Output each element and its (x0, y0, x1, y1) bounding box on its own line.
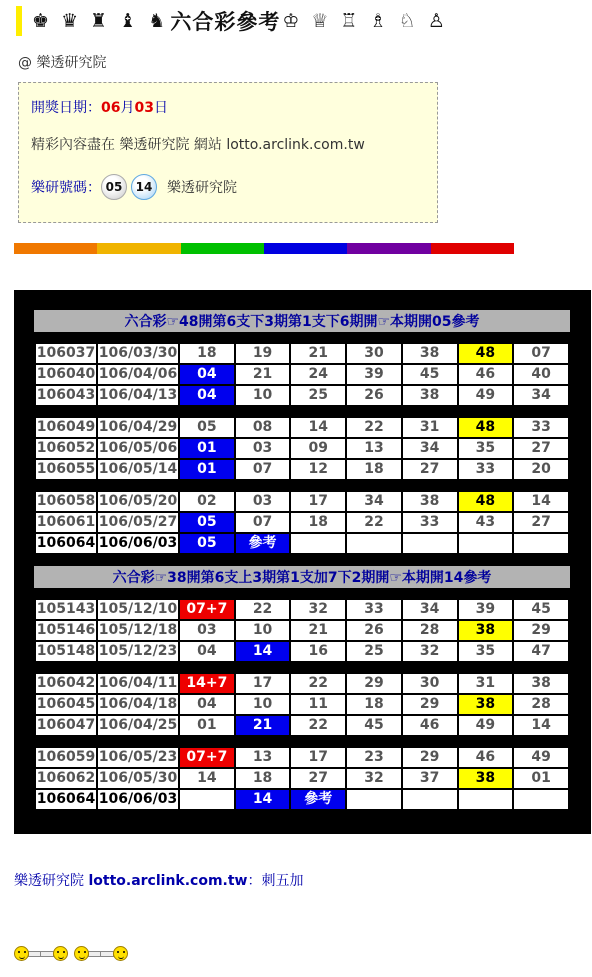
number-cell: 34 (347, 492, 401, 511)
results-table (34, 416, 570, 481)
number-cell: 22 (236, 600, 290, 619)
rainbow-segment (264, 243, 347, 254)
number-cell: 07 (236, 460, 290, 479)
draw-number-cell: 106037 (36, 345, 96, 361)
number-cell (347, 534, 401, 553)
number-cell (347, 790, 401, 809)
results-table (34, 672, 570, 737)
number-cell: 參考 (236, 534, 290, 553)
number-cell: 29 (347, 674, 401, 693)
number-cell: 23 (347, 748, 401, 767)
number-cell: 05 (180, 513, 234, 532)
number-cell: 18 (291, 513, 345, 532)
number-cell: 33 (347, 600, 401, 619)
number-cell: 45 (514, 600, 568, 619)
number-cell: 29 (514, 621, 568, 640)
number-cell: 38 (514, 674, 568, 693)
draw-date-cell: 106/06/03 (98, 791, 178, 807)
number-cell: 38 (403, 386, 457, 405)
number-cell: 10 (236, 695, 290, 714)
number-cell: 22 (347, 513, 401, 532)
draw-number-cell: 106052 (36, 440, 96, 456)
number-cell: 19 (236, 344, 290, 363)
number-cell: 22 (291, 716, 345, 735)
number-cell: 48 (459, 492, 513, 511)
number-cell: 49 (459, 386, 513, 405)
draw-date-cell: 105/12/10 (98, 601, 178, 617)
number-cell: 35 (459, 642, 513, 661)
number-cell: 33 (459, 460, 513, 479)
number-cell: 39 (347, 365, 401, 384)
number-cell: 18 (180, 344, 234, 363)
number-cell: 48 (459, 418, 513, 437)
number-cell: 07 (514, 344, 568, 363)
smiley-icon (53, 946, 68, 961)
number-cell: 32 (347, 769, 401, 788)
number-cell: 22 (347, 418, 401, 437)
number-cell (459, 790, 513, 809)
number-cell: 47 (514, 642, 568, 661)
number-cell: 11 (291, 695, 345, 714)
number-cell: 31 (403, 418, 457, 437)
number-cell: 39 (459, 600, 513, 619)
results-table (34, 490, 570, 555)
number-cell: 05 (180, 534, 234, 553)
number-cell (403, 790, 457, 809)
number-cell: 14 (236, 790, 290, 809)
table-row (36, 695, 568, 714)
number-cell: 05 (180, 418, 234, 437)
header-bar (16, 6, 448, 36)
number-cell: 34 (403, 600, 457, 619)
number-cell: 14 (514, 492, 568, 511)
draw-number-cell: 106043 (36, 387, 96, 403)
number-cell: 26 (347, 621, 401, 640)
number-cell: 04 (180, 642, 234, 661)
table-row (36, 534, 568, 553)
draw-number-cell: 105146 (36, 622, 96, 638)
draw-date-row (31, 95, 425, 121)
draw-number-cell: 106047 (36, 717, 96, 733)
number-cell: 28 (514, 695, 568, 714)
number-cell: 21 (236, 716, 290, 735)
number-cell: 17 (291, 492, 345, 511)
number-cell (291, 534, 345, 553)
number-cell: 17 (236, 674, 290, 693)
number-cell: 38 (403, 344, 457, 363)
smiley-chain-icon (14, 946, 68, 961)
number-cell: 18 (347, 695, 401, 714)
draw-date-cell: 106/05/27 (98, 514, 178, 530)
number-cell: 38 (403, 492, 457, 511)
table-row (36, 748, 568, 767)
rainbow-segment (431, 243, 514, 254)
number-cell: 01 (180, 439, 234, 458)
table-row (36, 790, 568, 809)
number-cell (514, 534, 568, 553)
table-row (36, 769, 568, 788)
draw-date-cell: 106/05/14 (98, 461, 178, 477)
number-cell: 38 (459, 695, 513, 714)
number-cell: 10 (236, 621, 290, 640)
number-cell: 21 (236, 365, 290, 384)
number-cell (403, 534, 457, 553)
draw-date-cell: 106/06/03 (98, 535, 178, 551)
number-cell: 07+7 (180, 748, 234, 767)
number-cell: 16 (291, 642, 345, 661)
rainbow-divider (14, 243, 514, 254)
author-line: @ 樂透研究院 (18, 55, 107, 71)
number-cell: 27 (514, 439, 568, 458)
number-cell (514, 790, 568, 809)
number-cell: 14 (514, 716, 568, 735)
table-row (36, 439, 568, 458)
table-row (36, 642, 568, 661)
number-cell: 13 (236, 748, 290, 767)
table-row (36, 460, 568, 479)
number-cell: 18 (347, 460, 401, 479)
number-cell: 38 (459, 769, 513, 788)
draw-day: 03 (134, 100, 154, 116)
number-cell: 04 (180, 386, 234, 405)
number-cell: 45 (403, 365, 457, 384)
footer-site-name: 樂透研究院 (14, 873, 89, 889)
number-cell: 27 (403, 460, 457, 479)
draw-number-cell: 106064 (36, 535, 96, 551)
number-cell: 49 (459, 716, 513, 735)
number-cell: 45 (347, 716, 401, 735)
table-row (36, 716, 568, 735)
number-cell: 46 (459, 748, 513, 767)
draw-info-box (18, 82, 438, 223)
number-cell: 07 (236, 513, 290, 532)
draw-date-cell: 106/05/23 (98, 749, 178, 765)
number-cell: 46 (459, 365, 513, 384)
lotto-ball-icon: 14 (131, 174, 157, 200)
draw-number-cell: 106059 (36, 749, 96, 765)
draw-date-cell: 106/03/30 (98, 345, 178, 361)
number-cell: 03 (236, 439, 290, 458)
lotto-ball-icon: 05 (101, 174, 127, 200)
draw-number-cell: 105148 (36, 643, 96, 659)
table-row (36, 600, 568, 619)
number-cell: 21 (291, 344, 345, 363)
table-row (36, 492, 568, 511)
number-cell: 34 (403, 439, 457, 458)
footer-url-link[interactable]: lotto.arclink.com.tw (88, 873, 248, 889)
recommended-numbers-row (31, 171, 425, 203)
draw-date-cell: 106/05/06 (98, 440, 178, 456)
numbers-source: 樂透研究院 (167, 180, 237, 196)
number-cell: 01 (180, 716, 234, 735)
draw-number-cell: 106061 (36, 514, 96, 530)
number-cell: 12 (291, 460, 345, 479)
number-cell: 14 (236, 642, 290, 661)
yellow-accent-stripe (16, 6, 22, 36)
draw-date-cell: 106/04/18 (98, 696, 178, 712)
draw-date-cell: 106/05/30 (98, 770, 178, 786)
number-cell: 29 (403, 748, 457, 767)
number-cell: 25 (291, 386, 345, 405)
draw-date-cell: 106/05/20 (98, 493, 178, 509)
chain-link-icon (40, 951, 54, 957)
number-cell: 28 (403, 621, 457, 640)
results-table (34, 342, 570, 407)
results-table (34, 746, 570, 811)
number-cell: 21 (291, 621, 345, 640)
number-cell: 09 (291, 439, 345, 458)
results-table (34, 598, 570, 663)
number-cell: 01 (180, 460, 234, 479)
number-cell: 10 (236, 386, 290, 405)
footer-author: ：刺五加 (247, 873, 304, 889)
number-cell: 04 (180, 695, 234, 714)
section-title-38: 六合彩☞38開第6支上3期第1支加7下2期開☞本期開14參考 (34, 566, 570, 588)
draw-date-cell: 106/04/29 (98, 419, 178, 435)
number-cell: 18 (236, 769, 290, 788)
number-cell: 30 (347, 344, 401, 363)
number-cell: 46 (403, 716, 457, 735)
draw-date-label: 開獎日期： (31, 100, 101, 116)
number-cell: 38 (459, 621, 513, 640)
numbers-label: 樂研號碼： (31, 180, 101, 196)
draw-number-cell: 106042 (36, 675, 96, 691)
number-cell (180, 790, 234, 809)
number-cell: 26 (347, 386, 401, 405)
number-cell: 35 (459, 439, 513, 458)
section-title-48: 六合彩☞48開第6支下3期第1支下6期開☞本期開05參考 (34, 310, 570, 332)
number-cell: 43 (459, 513, 513, 532)
chain-link-icon (100, 951, 114, 957)
number-cell: 參考 (291, 790, 345, 809)
draw-date-cell: 106/04/06 (98, 366, 178, 382)
draw-number-cell: 106049 (36, 419, 96, 435)
number-cell: 31 (459, 674, 513, 693)
rainbow-segment (14, 243, 97, 254)
number-cell: 32 (291, 600, 345, 619)
draw-date-cell: 106/04/25 (98, 717, 178, 733)
draw-date-cell: 106/04/11 (98, 675, 178, 691)
number-cell: 14 (180, 769, 234, 788)
draw-date-cell: 105/12/23 (98, 643, 178, 659)
number-cell: 33 (403, 513, 457, 532)
number-cell: 27 (514, 513, 568, 532)
day-unit: 日 (153, 100, 168, 116)
number-cell: 04 (180, 365, 234, 384)
number-cell: 14 (291, 418, 345, 437)
draw-number-cell: 106058 (36, 493, 96, 509)
number-cell: 02 (180, 492, 234, 511)
site-promo-text: 精彩內容盡在 樂透研究院 網站 lotto.arclink.com.tw (31, 137, 365, 153)
number-cell: 34 (514, 386, 568, 405)
smiley-chain-icon (74, 946, 128, 961)
rainbow-segment (347, 243, 430, 254)
number-cell: 27 (291, 769, 345, 788)
number-cell: 03 (236, 492, 290, 511)
number-cell: 40 (514, 365, 568, 384)
number-cell: 20 (514, 460, 568, 479)
rainbow-segment (97, 243, 180, 254)
chess-pieces-icon: ♚ ♛ ♜ ♝ ♞ (32, 10, 169, 32)
rainbow-segment (181, 243, 264, 254)
number-cell: 48 (459, 344, 513, 363)
number-cell: 14+7 (180, 674, 234, 693)
draw-date-cell: 106/04/13 (98, 387, 178, 403)
results-panel (14, 290, 591, 834)
number-cell: 07+7 (180, 600, 234, 619)
number-cell: 17 (291, 748, 345, 767)
draw-number-cell: 105143 (36, 601, 96, 617)
draw-number-cell: 106045 (36, 696, 96, 712)
number-cell: 29 (403, 695, 457, 714)
chess-pieces-icon: ♔ ♕ ♖ ♗ ♘ ♙ (282, 10, 448, 32)
number-cell: 22 (291, 674, 345, 693)
number-cell: 03 (180, 621, 234, 640)
footer-credit (14, 870, 303, 890)
table-row (36, 674, 568, 693)
number-cell (459, 534, 513, 553)
month-unit: 月 (120, 100, 135, 116)
smiley-icon (14, 946, 29, 961)
table-row (36, 365, 568, 384)
page-title: 六合彩參考 (170, 10, 281, 34)
draw-date-cell: 105/12/18 (98, 622, 178, 638)
number-cell: 24 (291, 365, 345, 384)
smiley-icon (113, 946, 128, 961)
number-cell: 37 (403, 769, 457, 788)
draw-number-cell: 106064 (36, 791, 96, 807)
number-cell: 49 (514, 748, 568, 767)
table-row (36, 621, 568, 640)
number-cell: 13 (347, 439, 401, 458)
smiley-decoration (14, 946, 128, 961)
number-cell: 33 (514, 418, 568, 437)
number-cell: 30 (403, 674, 457, 693)
number-cell: 32 (403, 642, 457, 661)
draw-number-cell: 106040 (36, 366, 96, 382)
number-cell: 01 (514, 769, 568, 788)
smiley-icon (74, 946, 89, 961)
number-cell: 25 (347, 642, 401, 661)
draw-month: 06 (101, 100, 121, 116)
draw-number-cell: 106062 (36, 770, 96, 786)
number-cell: 08 (236, 418, 290, 437)
table-row (36, 513, 568, 532)
table-row (36, 344, 568, 363)
table-row (36, 386, 568, 405)
table-row (36, 418, 568, 437)
draw-number-cell: 106055 (36, 461, 96, 477)
